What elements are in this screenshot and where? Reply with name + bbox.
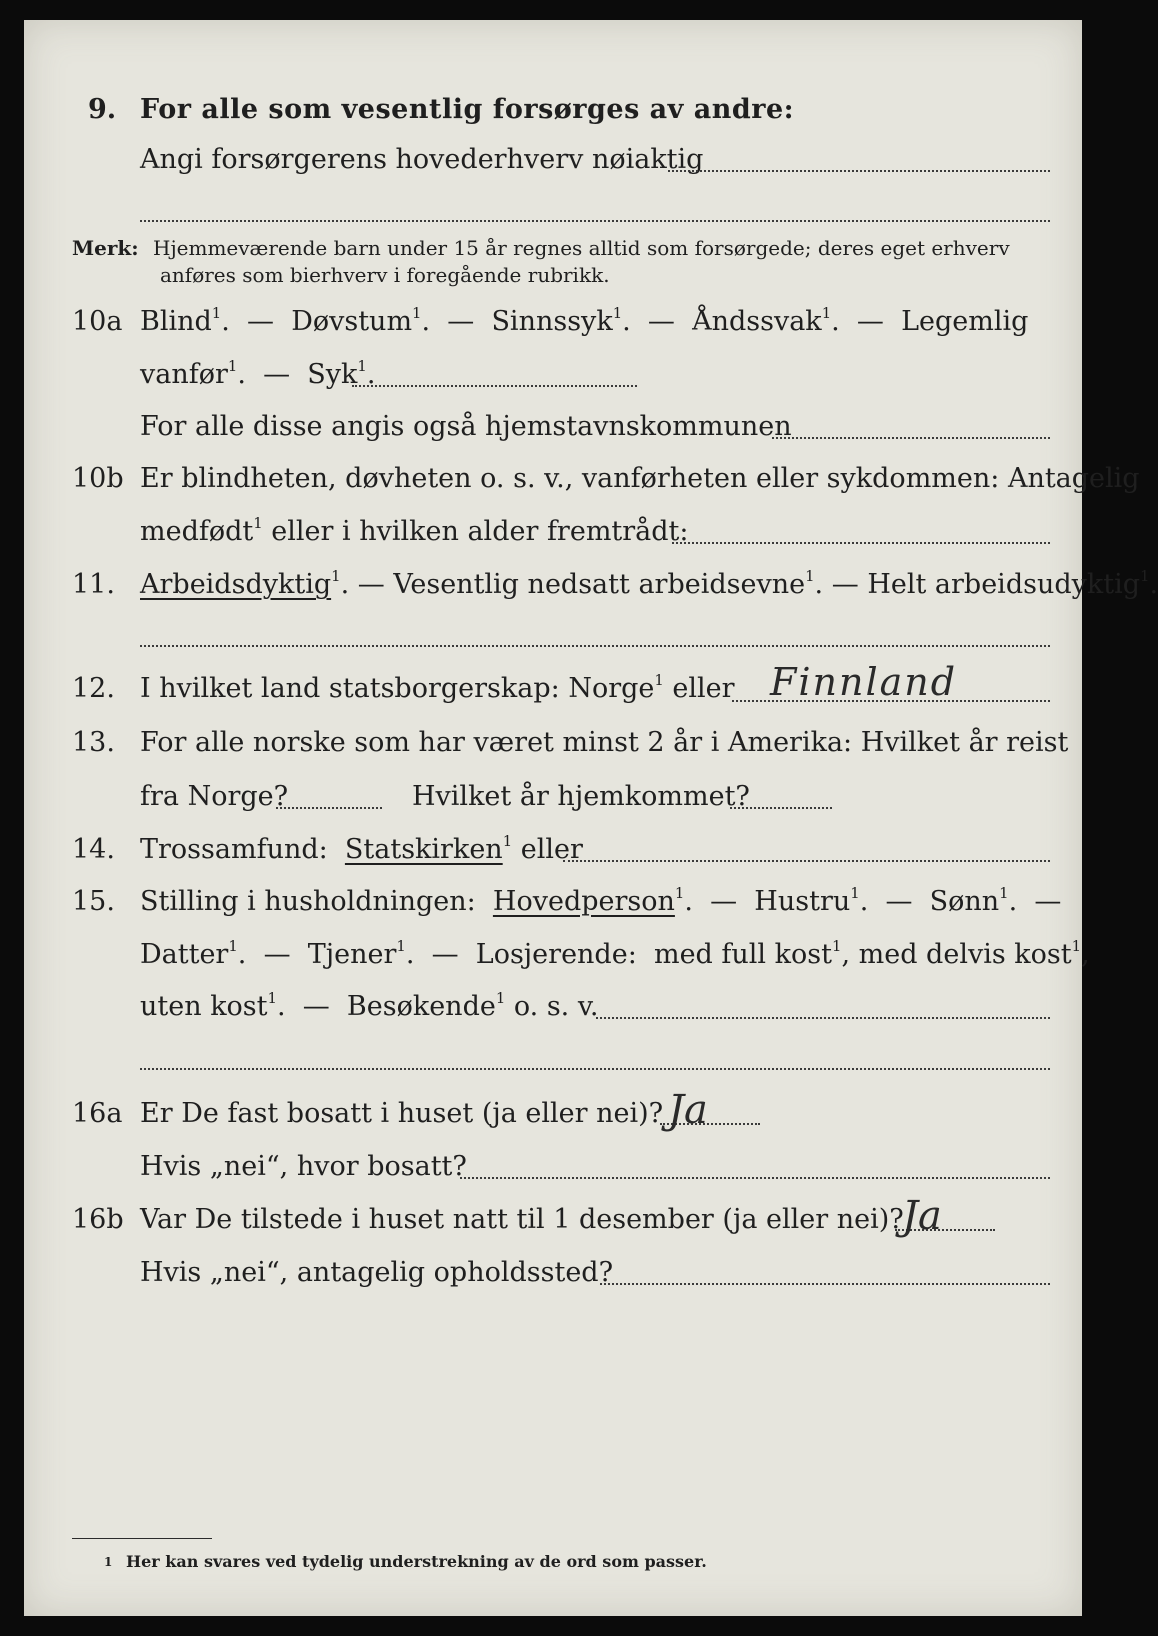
q10a-home-municipality-label: For alle disse angis også hjemstavnskommunen — [140, 411, 792, 442]
q10a-dovstum: Døvstum — [291, 306, 413, 337]
q14-statskirken: Statskirken — [344, 834, 503, 865]
q10b-answer-line — [672, 542, 1050, 544]
q9-main-occupation-label: Angi forsørgerens hovederhverv nøiaktig — [140, 144, 704, 175]
q16b-stay-line — [600, 1283, 1050, 1285]
q15-losjerende: Losjerende: — [475, 939, 637, 970]
q9-title: For alle som vesentlig forsørges av andre: — [140, 94, 795, 125]
q14-question: Trossamfund: Statskirken$^1$ eller — [140, 832, 583, 865]
q10a-legemlig: Legemlig — [901, 306, 1029, 337]
footnote-rule — [72, 1538, 212, 1539]
merk-line-1: Hjemmeværende barn under 15 år regnes alltid som forsørgede; deres eget erhverv — [153, 236, 1010, 260]
q10a-sinnssyk: Sinnssyk — [491, 306, 613, 337]
q16b-line-2: Hvis „nei“, antagelig opholdssted? — [140, 1257, 614, 1288]
q16a-line-2: Hvis „nei“, hvor bosatt? — [140, 1151, 467, 1182]
q13-number: 13. — [72, 727, 115, 758]
q10b-number: 10b — [72, 463, 124, 494]
q15-line-3: uten kost$^1$. — Besøkende$^1$ o. s. v. — [140, 989, 599, 1022]
q16b-line-1: Var De tilstede i huset natt til 1 desember (ja eller nei)? — [140, 1204, 904, 1235]
q16a-number: 16a — [72, 1098, 123, 1129]
q11-nedsatt: Vesentlig nedsatt arbeidsevne — [393, 569, 806, 600]
q16b-number: 16b — [72, 1204, 124, 1235]
q15-hovedperson: Hovedperson — [492, 886, 675, 917]
q10b-medfodt: medfødt — [140, 516, 254, 547]
q13-returned-label: Hvilket år hjemkommet? — [412, 781, 750, 812]
q10a-blind: Blind — [140, 306, 212, 337]
q15-datter: Datter — [140, 939, 229, 970]
q10a-answer-line — [352, 385, 637, 387]
q15-uten-kost: uten kost — [140, 991, 268, 1022]
q15-line-1: Stilling i husholdningen: Hovedperson$^1$. — Hustru$^1$. — Sønn$^1$. — — [140, 884, 1062, 917]
q16a-handwritten-answer: Ja — [668, 1087, 708, 1133]
q10a-syk: Syk — [307, 359, 358, 390]
q10b-line-1: Er blindheten, døvheten o. s. v., vanførheten eller sykdommen: Antagelig — [140, 463, 1140, 494]
q12-eller: eller — [672, 673, 735, 704]
q11-options: Arbeidsdyktig$^1$. — Vesentlig nedsatt arbeidsevne$^1$. — Helt arbeidsudyktig$^1$. — [140, 567, 1158, 600]
q9-answer-line-2 — [140, 220, 1050, 222]
footnote-text: Her kan svares ved tydelig understrekning av de ord som passer. — [126, 1552, 707, 1571]
q15-sonn: Sønn — [929, 886, 1000, 917]
footnote-mark: 1 — [104, 1555, 113, 1569]
q14-number: 14. — [72, 834, 115, 865]
q10b-age-label: eller i hvilken alder fremtrådt: — [271, 516, 689, 547]
q10a-municipality-line — [772, 437, 1050, 439]
q14-eller: eller — [520, 834, 583, 865]
q11-udyktig: Helt arbeidsudyktig — [867, 569, 1141, 600]
q10a-line-1: Blind$^1$. — Døvstum$^1$. — Sinnssyk$^1$. — Åndssvak$^1$. — Legemlig — [140, 304, 1029, 337]
q12-question: I hvilket land statsborgerskap: Norge$^1$ eller — [140, 671, 735, 704]
q15-hustru: Hustru — [754, 886, 851, 917]
q13-year-returned-line — [730, 807, 832, 809]
q9-answer-line-1 — [668, 170, 1050, 172]
q12-text: I hvilket land statsborgerskap: Norge — [140, 673, 655, 704]
q15-full-kost: med full kost — [653, 939, 832, 970]
q15-line-2: Datter$^1$. — Tjener$^1$. — Losjerende: med full kost$^1$, med delvis kost$^1$, — [140, 937, 1090, 970]
q11-answer-line — [140, 645, 1050, 647]
q10a-vanfor: vanfør — [140, 359, 228, 390]
q15-delvis-kost: med delvis kost — [858, 939, 1072, 970]
q12-number: 12. — [72, 673, 115, 704]
q10a-andssvak: Åndssvak — [692, 306, 822, 337]
q15-answer-line-2 — [140, 1068, 1050, 1070]
q16a-line-1: Er De fast bosatt i huset (ja eller nei)? — [140, 1098, 664, 1129]
q15-label: Stilling i husholdningen: — [140, 886, 476, 917]
q14-label: Trossamfund: — [140, 834, 328, 865]
q16b-handwritten-answer: Ja — [902, 1193, 942, 1239]
q15-number: 15. — [72, 886, 115, 917]
q11-arbeidsdyktig: Arbeidsdyktig — [140, 569, 332, 600]
q14-answer-line — [563, 860, 1050, 862]
q10a-line-2: vanfør$^1$. — Syk$^1$. — [140, 357, 376, 390]
q13-left-norway-label: fra Norge? — [140, 781, 289, 812]
q11-number: 11. — [72, 569, 115, 600]
q10b-line-2: medfødt$^1$ eller i hvilken alder fremtrådt: — [140, 514, 689, 547]
q13-year-left-line — [276, 807, 382, 809]
q12-handwritten-answer: Finnland — [770, 660, 958, 704]
q15-answer-line-1 — [596, 1017, 1050, 1019]
q13-line-1: For alle norske som har været minst 2 år i Amerika: Hvilket år reist — [140, 727, 1069, 758]
q9-number: 9. — [88, 94, 117, 125]
q15-besokende: Besøkende — [346, 991, 496, 1022]
merk-line-2: anføres som bierhverv i foregående rubrikk. — [160, 263, 610, 287]
q10a-number: 10a — [72, 306, 123, 337]
q15-tjener: Tjener — [307, 939, 397, 970]
q15-osv: o. s. v. — [513, 991, 599, 1022]
merk-label: Merk: — [72, 236, 139, 260]
q16a-residence-line — [460, 1177, 1050, 1179]
